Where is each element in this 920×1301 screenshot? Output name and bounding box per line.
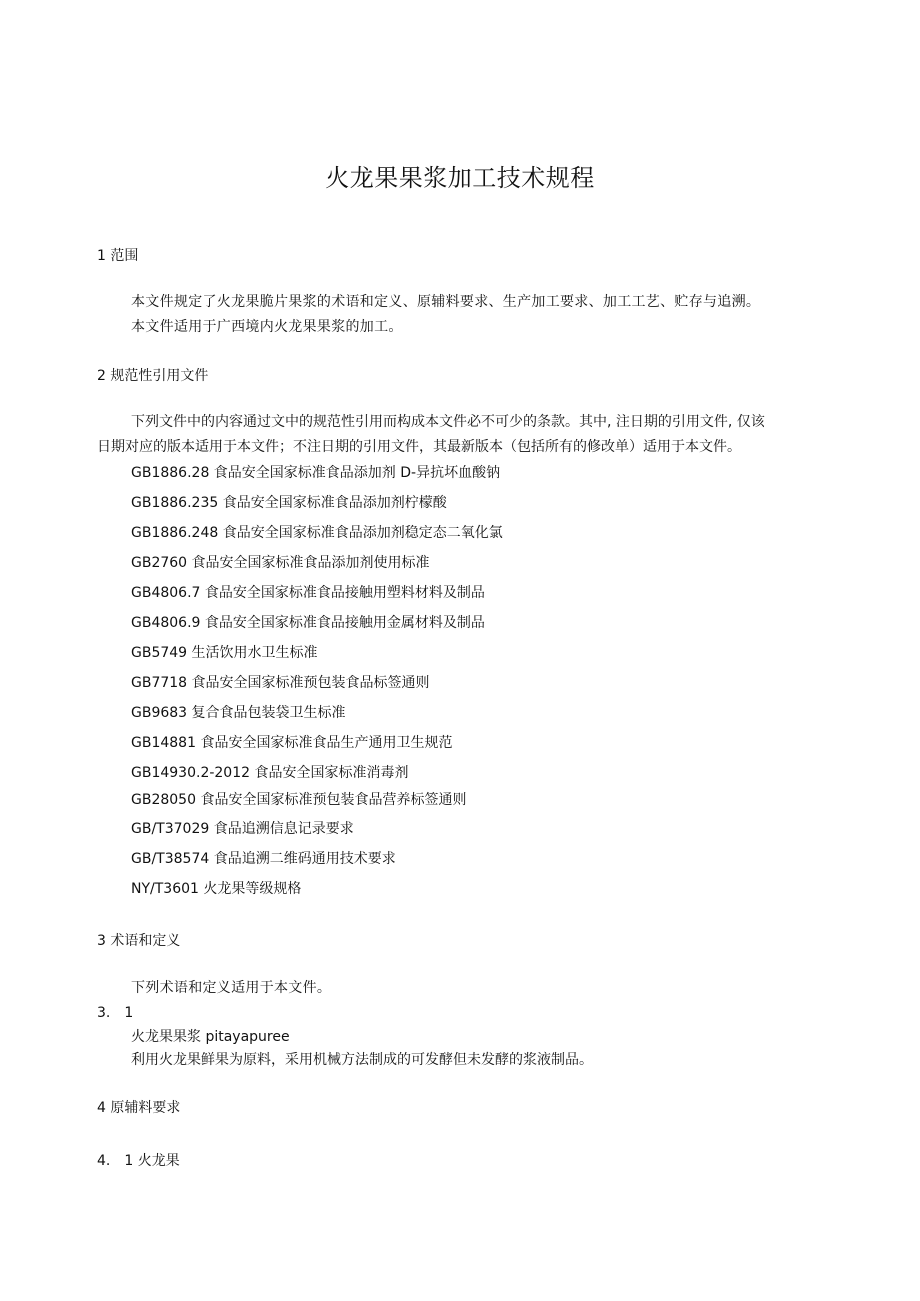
subsection-heading-pitaya: 4. 1 火龙果 xyxy=(97,1153,180,1169)
reference-item: GB4806.9 食品安全国家标准食品接触用金属材料及制品 xyxy=(131,615,485,631)
reference-item: GB28050 食品安全国家标准预包装食品营养标签通则 xyxy=(131,792,467,808)
reference-item: GB1886.28 食品安全国家标准食品添加剂 D-异抗坏血酸钠 xyxy=(131,465,501,481)
scope-paragraph-1: 本文件规定了火龙果脆片果浆的术语和定义、原辅料要求、生产加工要求、加工工艺、贮存与追溯。 xyxy=(131,294,761,310)
term-definition: 利用火龙果鲜果为原料，采用机械方法制成的可发酵但未发酵的浆液制品。 xyxy=(131,1052,593,1068)
scope-paragraph-2: 本文件适用于广西境内火龙果果浆的加工。 xyxy=(131,319,403,335)
reference-item: GB4806.7 食品安全国家标准食品接触用塑料材料及制品 xyxy=(131,585,485,601)
section-heading-scope: 1 范围 xyxy=(97,248,139,264)
document-title: 火龙果果浆加工技术规程 xyxy=(325,164,595,192)
reference-item: GB/T38574 食品追溯二维码通用技术要求 xyxy=(131,851,396,867)
reference-item: GB1886.235 食品安全国家标准食品添加剂柠檬酸 xyxy=(131,495,447,511)
reference-item: GB5749 生活饮用水卫生标准 xyxy=(131,645,318,661)
reference-item: GB7718 食品安全国家标准预包装食品标签通则 xyxy=(131,675,430,691)
reference-item: GB2760 食品安全国家标准食品添加剂使用标准 xyxy=(131,555,430,571)
terms-intro: 下列术语和定义适用于本文件。 xyxy=(131,980,332,996)
term-name: 火龙果果浆 pitayapuree xyxy=(131,1029,290,1045)
reference-item: NY/T3601 火龙果等级规格 xyxy=(131,881,302,897)
reference-item: GB14881 食品安全国家标准食品生产通用卫生规范 xyxy=(131,735,453,751)
reference-item: GB9683 复合食品包装袋卫生标准 xyxy=(131,705,346,721)
normative-intro-line-2: 日期对应的版本适用于本文件；不注日期的引用文件，其最新版本（包括所有的修改单）适用于本文件。 xyxy=(97,439,741,455)
section-heading-materials: 4 原辅料要求 xyxy=(97,1100,181,1116)
section-heading-normative-references: 2 规范性引用文件 xyxy=(97,368,209,384)
term-number: 3. 1 xyxy=(97,1005,134,1021)
normative-intro-line-1: 下列文件中的内容通过文中的规范性引用而构成本文件必不可少的条款。其中, 注日期的引用文件, 仅该 xyxy=(131,414,765,430)
reference-item: GB1886.248 食品安全国家标准食品添加剂稳定态二氧化氯 xyxy=(131,525,503,541)
reference-item: GB/T37029 食品追溯信息记录要求 xyxy=(131,821,354,837)
section-heading-terms: 3 术语和定义 xyxy=(97,933,181,949)
reference-item: GB14930.2-2012 食品安全国家标准消毒剂 xyxy=(131,765,409,781)
